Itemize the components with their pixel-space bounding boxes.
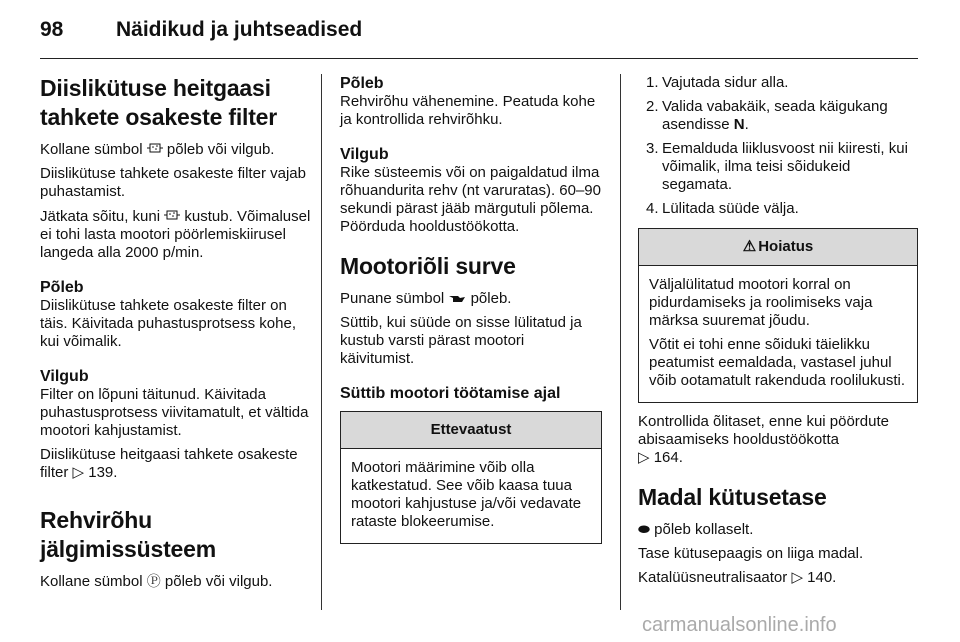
page-title: Näidikud ja juhtseadised <box>116 18 363 41</box>
dpf-symbol-paragraph: Kollane sümbol põleb või vilgub. <box>40 141 275 158</box>
catalytic-reference[interactable]: Katalüüsneutralisaator ▷ 140. <box>638 569 837 586</box>
dpf-on-text: Diislikütuse tahkete osakeste filter on täis. Käivitada puhastusprotsess kohe, kui võimalik. <box>40 297 296 350</box>
tire-flash-text: Rike süsteemis või on paigaldatud ilma rõhuandurita rehv (nt varuratas). 60–90 sekundi pärast jääb märgutuli põlema. Pöörduda hooldustöökotta. <box>340 164 601 235</box>
dpf-flash-text: Filter on lõpuni täitunud. Käivitada puhastusprotsess viivitamatult, et vältida mootori kahjustamist. <box>40 386 309 439</box>
fuel-paragraph-2: Tase kütusepaagis on liiga madal. <box>638 545 864 562</box>
dpf-flash-heading: Vilgub <box>40 368 89 385</box>
caution-text: Mootori määrimine võib olla katkestatud. See võib kaasa tuua mootori kahjustuse ja/või vedavate rataste blokeerumise. <box>351 459 582 530</box>
page-ref-arrow-icon: ▷ <box>72 464 85 481</box>
column-divider-2 <box>620 74 621 610</box>
dpf-section-title: Diislikütuse heitgaasi tahkete osakeste filter <box>40 75 278 130</box>
dpf-filter-icon <box>164 207 180 225</box>
column-divider-1 <box>321 74 322 610</box>
tire-pressure-icon: Ⓟ <box>146 573 161 589</box>
tire-flash-heading: Vilgub <box>340 146 389 163</box>
warning-title: ⚠ Hoiatus <box>639 229 917 266</box>
header-divider <box>40 58 918 59</box>
oil-paragraph-2: Süttib, kui süüde on sisse lülitatud ja kustub varsti pärast mootori käivitumist. <box>340 314 582 367</box>
column-1 <box>40 74 312 597</box>
fuel-symbol-paragraph: ⬬ põleb kollaselt. <box>638 521 754 538</box>
dpf-reference[interactable]: Diislikütuse heitgaasi tahkete osakeste filter ▷ 139. <box>40 446 298 481</box>
site-watermark: carmanualsonline.info <box>642 614 837 636</box>
dpf-paragraph-2: Diislikütuse tahkete osakeste filter vajab puhastamist. <box>40 165 306 200</box>
list-item: 1. Vajutada sidur alla. <box>646 74 789 91</box>
oil-running-heading: Süttib mootori töötamise ajal <box>340 385 561 402</box>
tire-section-title: Rehvirõhu jälgimissüsteem <box>40 507 216 562</box>
fuel-section-title: Madal kütusetase <box>638 484 827 510</box>
caution-title: Ettevaatust <box>341 412 601 449</box>
tire-on-heading: Põleb <box>340 75 384 92</box>
column-2 <box>340 74 602 544</box>
warning-text-2: Võtit ei tohi enne sõiduki täielikku peatumist eemaldada, vastasel juhul võib ootamatult rakenduda roolilukusti. <box>649 336 905 389</box>
page-ref-arrow-icon: ▷ <box>791 569 803 586</box>
warning-triangle-icon: ⚠ <box>742 238 757 255</box>
page-number: 98 <box>40 18 64 41</box>
fuel-warning-icon: ⬬ <box>638 521 650 537</box>
oil-can-icon <box>448 289 466 307</box>
dpf-on-heading: Põleb <box>40 279 84 296</box>
list-item: 3. Eemalduda liiklusvoost nii kiiresti, kui võimalik, ilma teisi sõidukeid segamata. <box>646 140 908 193</box>
column-3 <box>638 74 918 593</box>
warning-text-1: Väljalülitatud mootori korral on pidurdamiseks ja roolimiseks vaja märksa suuremat jõudu. <box>649 276 873 329</box>
list-item: 2. Valida vabakäik, seada käigukang asendisse N. <box>646 98 888 133</box>
list-item: 4. Lülitada süüde välja. <box>646 200 799 217</box>
oil-check-reference[interactable]: Kontrollida õlitaset, enne kui pöördute abisaamiseks hooldustöökotta ▷ 164. <box>638 413 890 466</box>
dpf-filter-icon <box>147 140 163 158</box>
tire-on-text: Rehvirõhu vähenemine. Peatuda kohe ja kontrollida rehvirõhku. <box>340 93 596 128</box>
page-ref-arrow-icon: ▷ <box>638 449 650 466</box>
oil-symbol-paragraph: Punane sümbol põleb. <box>340 290 512 307</box>
tire-symbol-paragraph: Kollane sümbol Ⓟ põleb või vilgub. <box>40 573 273 590</box>
dpf-paragraph-3: Jätkata sõitu, kuni kustub. Võimalusel ei tohi lasta mootori pöörlemiskiirusel langeda alla 2000 p/min. <box>40 208 311 261</box>
page-header <box>40 12 918 52</box>
steps-list <box>638 74 918 218</box>
warning-box <box>638 228 918 403</box>
caution-box <box>340 411 602 544</box>
oil-section-title: Mootoriõli surve <box>340 253 516 279</box>
